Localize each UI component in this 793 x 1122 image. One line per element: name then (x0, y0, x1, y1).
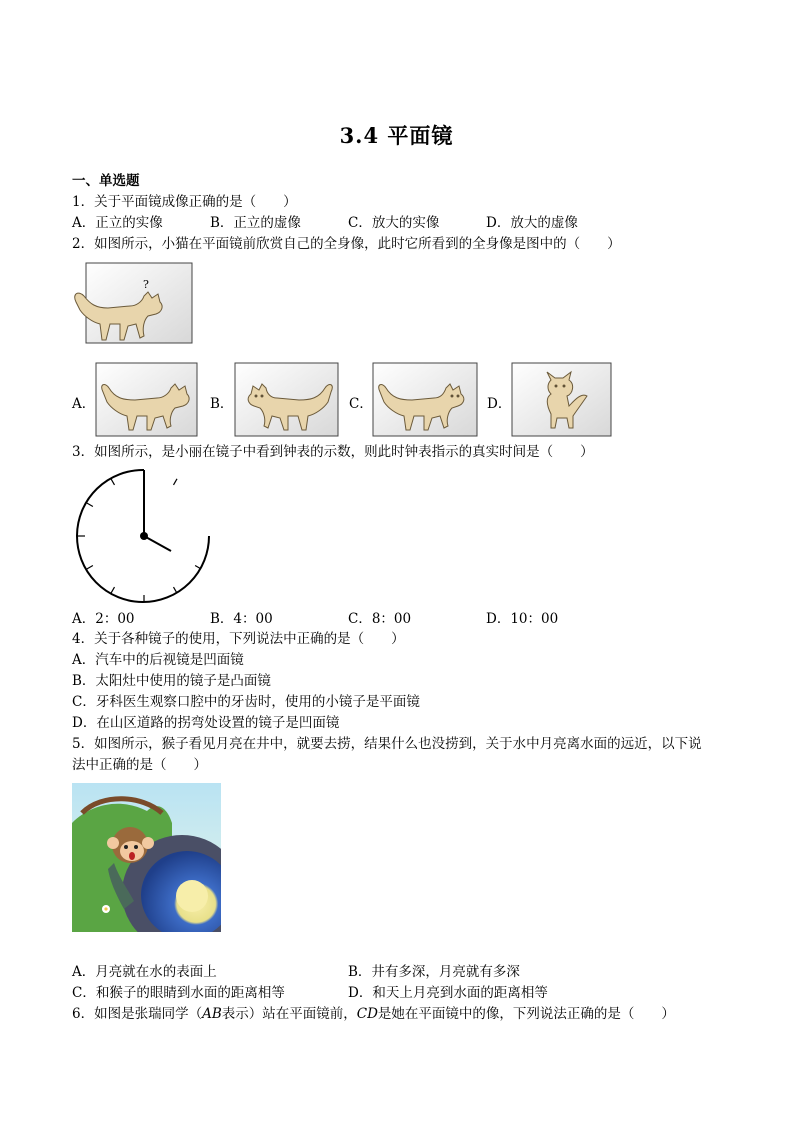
q5-stem-line1: 5．如图所示，猴子看见月亮在井中，就要去捞，结果什么也没捞到，关于水中月亮离水面的远近，以下说 (72, 736, 702, 752)
q3-stem: 3．如图所示，是小丽在镜子中看到钟表的示数，则此时钟表指示的真实时间是（ ） (72, 444, 594, 460)
q1-option-a[interactable]: A．正立的实像 (72, 215, 163, 231)
q1-stem: 1．关于平面镜成像正确的是（ ） (72, 194, 297, 210)
q6-ab: AB (202, 1006, 222, 1022)
q1-option-b[interactable]: B．正立的虚像 (210, 215, 301, 231)
q4-option-b[interactable]: B．太阳灶中使用的镜子是凸面镜 (72, 673, 271, 689)
clock-figure (74, 466, 214, 606)
q2-label-c: C． (349, 396, 373, 412)
q4-option-c[interactable]: C．牙科医生观察口腔中的牙齿时，使用的小镜子是平面镜 (72, 694, 420, 710)
q1-option-d[interactable]: D．放大的虚像 (486, 215, 578, 231)
clock-center (140, 532, 148, 540)
monkey-well-figure (72, 783, 221, 932)
page-title: 3.4 平面镜 (339, 123, 454, 148)
q2-choice-c[interactable] (372, 362, 478, 437)
q2-choice-b[interactable] (234, 362, 339, 437)
section-heading: 一、单选题 (72, 173, 140, 189)
q2-stem: 2．如图所示，小猫在平面镜前欣赏自己的全身像，此时它所看到的全身像是图中的（ ） (72, 236, 621, 252)
q2-main-figure (70, 262, 195, 348)
q2-label-a: A． (72, 396, 96, 412)
q6-stem: 6．如图是张瑞同学（AB表示）站在平面镜前，CD是她在平面镜中的像，下列说法正确的是（ ） (72, 1006, 675, 1022)
q2-label-d: D． (487, 396, 512, 412)
moon-reflection (176, 880, 208, 912)
q5-stem-line2: 法中正确的是（ ） (72, 757, 207, 773)
q2-choice-d[interactable] (511, 362, 612, 437)
q4-option-d[interactable]: D．在山区道路的拐弯处设置的镜子是凹面镜 (72, 715, 340, 731)
q4-option-a[interactable]: A．汽车中的后视镜是凹面镜 (72, 652, 244, 668)
question-mark: ? (143, 278, 149, 291)
hour-hand (144, 536, 171, 551)
q5-option-c[interactable]: C．和猴子的眼睛到水面的距离相等 (72, 985, 285, 1001)
q5-option-d[interactable]: D．和天上月亮到水面的距离相等 (348, 985, 548, 1001)
q2-choice-a[interactable] (95, 362, 198, 437)
q3-option-d[interactable]: D．10：00 (486, 611, 559, 627)
q1-option-c[interactable]: C．放大的实像 (348, 215, 440, 231)
q5-option-a[interactable]: A．月亮就在水的表面上 (72, 964, 217, 980)
q3-option-b[interactable]: B．4：00 (210, 611, 273, 627)
q2-label-b: B． (210, 396, 234, 412)
q4-stem: 4．关于各种镜子的使用，下列说法中正确的是（ ） (72, 631, 405, 647)
q3-option-a[interactable]: A．2：00 (72, 611, 135, 627)
q3-option-c[interactable]: C．8：00 (348, 611, 412, 627)
q5-option-b[interactable]: B．井有多深，月亮就有多深 (348, 964, 520, 980)
q6-cd: CD (356, 1006, 378, 1022)
